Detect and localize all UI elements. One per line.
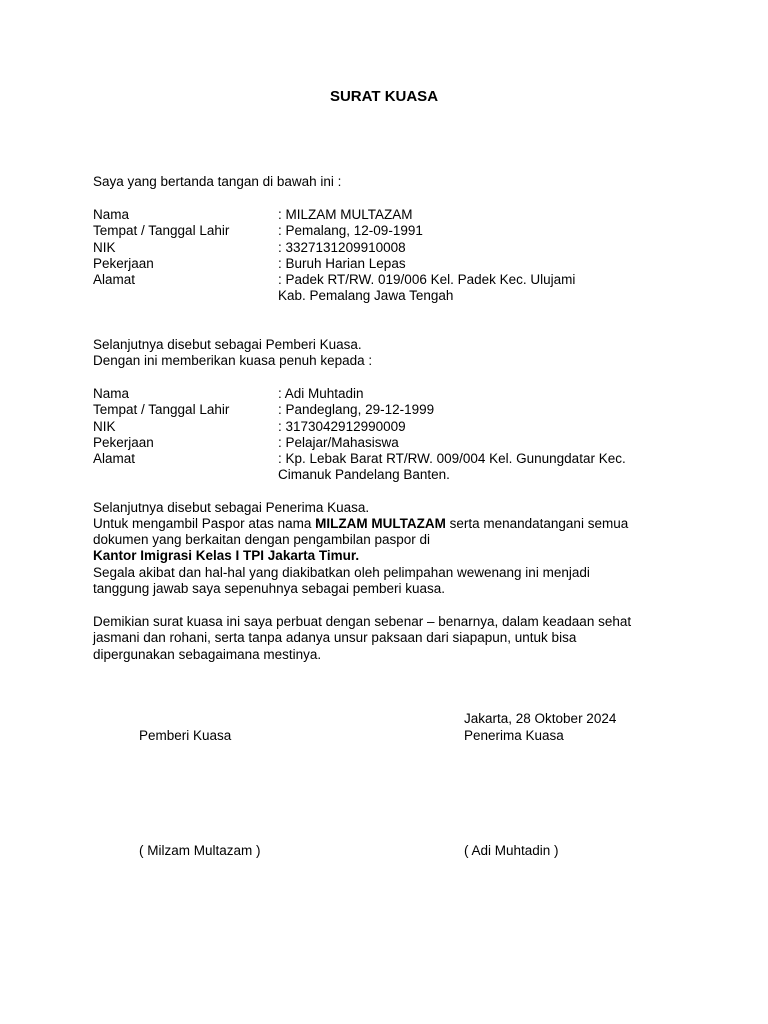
giver-row-birth: [93, 223, 575, 239]
purpose-line-2: dokumen yang berkaitan dengan pengambilan paspor di: [93, 532, 430, 547]
giver-value-birth: : Pemalang, 12-09-1991: [278, 223, 423, 239]
document-title: SURAT KUASA: [329, 88, 439, 105]
immigration-office: Kantor Imigrasi Kelas I TPI Jakarta Timur.: [93, 548, 360, 563]
purpose-line-1-pre: Untuk mengambil Paspor atas nama: [93, 516, 316, 531]
closing-line-1: Demikian surat kuasa ini saya perbuat dengan sebenar – benarnya, dalam keadaan sehat: [93, 614, 632, 629]
giver-value-name: : MILZAM MULTAZAM: [278, 207, 413, 222]
receiver-value-birth: : Pandeglang, 29-12-1999: [278, 402, 435, 418]
receiver-label-birth: Tempat / Tanggal Lahir: [93, 402, 230, 418]
receiver-value-address: : Kp. Lebak Barat RT/RW. 009/004 Kel. Gunungdatar Kec.: [278, 451, 626, 467]
receiver-row-address-cont: [93, 467, 626, 483]
giver-value-job: : Buruh Harian Lepas: [278, 255, 406, 271]
receiver-row-name: [93, 386, 626, 402]
receiver-row-nik: [93, 419, 626, 435]
giver-row-address: [93, 272, 575, 288]
receiver-label-address: Alamat: [93, 451, 136, 467]
receiver-value-job: : Pelajar/Mahasiswa: [278, 434, 399, 450]
giver-label-nik: NIK: [93, 239, 116, 255]
giver-value-address-cont: Kab. Pemalang Jawa Tengah: [278, 288, 454, 304]
giver-value-address: : Padek RT/RW. 019/006 Kel. Padek Kec. Ulujami: [278, 272, 576, 288]
receiver-identity-block: [93, 386, 626, 484]
giver-signature-label: Pemberi Kuasa: [139, 728, 232, 743]
receiver-row-address: [93, 451, 626, 467]
receiver-row-birth: [93, 402, 626, 418]
giver-row-job: [93, 256, 575, 272]
receiver-row-job: [93, 435, 626, 451]
giver-label-address-cont: [93, 288, 278, 304]
giver-identity-block: [93, 207, 575, 305]
place-date: Jakarta, 28 Oktober 2024: [464, 711, 617, 726]
receiver-designation: Selanjutnya disebut sebagai Penerima Kuasa.: [93, 500, 370, 515]
intro-text: Saya yang bertanda tangan di bawah ini :: [93, 174, 342, 189]
receiver-label-nik: NIK: [93, 418, 116, 434]
giver-label-name: Nama: [93, 207, 130, 222]
giver-label-address: Alamat: [93, 272, 136, 288]
purpose-line-1: [93, 516, 628, 532]
receiver-label-name: Nama: [93, 386, 130, 401]
receiver-value-name: : Adi Muhtadin: [278, 386, 364, 401]
giver-row-nik: [93, 240, 575, 256]
giver-row-address-cont: [93, 288, 575, 304]
grant-statement: Dengan ini memberikan kuasa penuh kepada :: [93, 353, 373, 368]
receiver-label-address-cont: [93, 467, 278, 483]
responsibility-line-2: tanggung jawab saya sepenuhnya sebagai pemberi kuasa.: [93, 581, 446, 596]
giver-signature-name: ( Milzam Multazam ): [139, 843, 261, 858]
giver-value-nik: : 3327131209910008: [278, 239, 406, 255]
passport-holder-name: MILZAM MULTAZAM: [315, 516, 446, 531]
receiver-value-address-cont: Cimanuk Pandelang Banten.: [278, 467, 450, 483]
giver-label-job: Pekerjaan: [93, 255, 154, 271]
closing-line-3: dipergunakan sebagaimana mestinya.: [93, 647, 322, 662]
receiver-signature-name: ( Adi Muhtadin ): [464, 843, 559, 858]
giver-designation: Selanjutnya disebut sebagai Pemberi Kuasa.: [93, 337, 362, 352]
giver-row-name: [93, 207, 575, 223]
closing-line-2: jasmani dan rohani, serta tanpa adanya unsur paksaan dari siapapun, untuk bisa: [93, 630, 577, 645]
responsibility-line-1: Segala akibat dan hal-hal yang diakibatkan oleh pelimpahan wewenang ini menjadi: [93, 565, 590, 580]
purpose-line-1-post: serta menandatangani semua: [445, 516, 629, 531]
receiver-value-nik: : 3173042912990009: [278, 418, 406, 434]
giver-label-birth: Tempat / Tanggal Lahir: [93, 223, 230, 239]
receiver-label-job: Pekerjaan: [93, 434, 154, 450]
receiver-signature-label: Penerima Kuasa: [464, 728, 564, 743]
